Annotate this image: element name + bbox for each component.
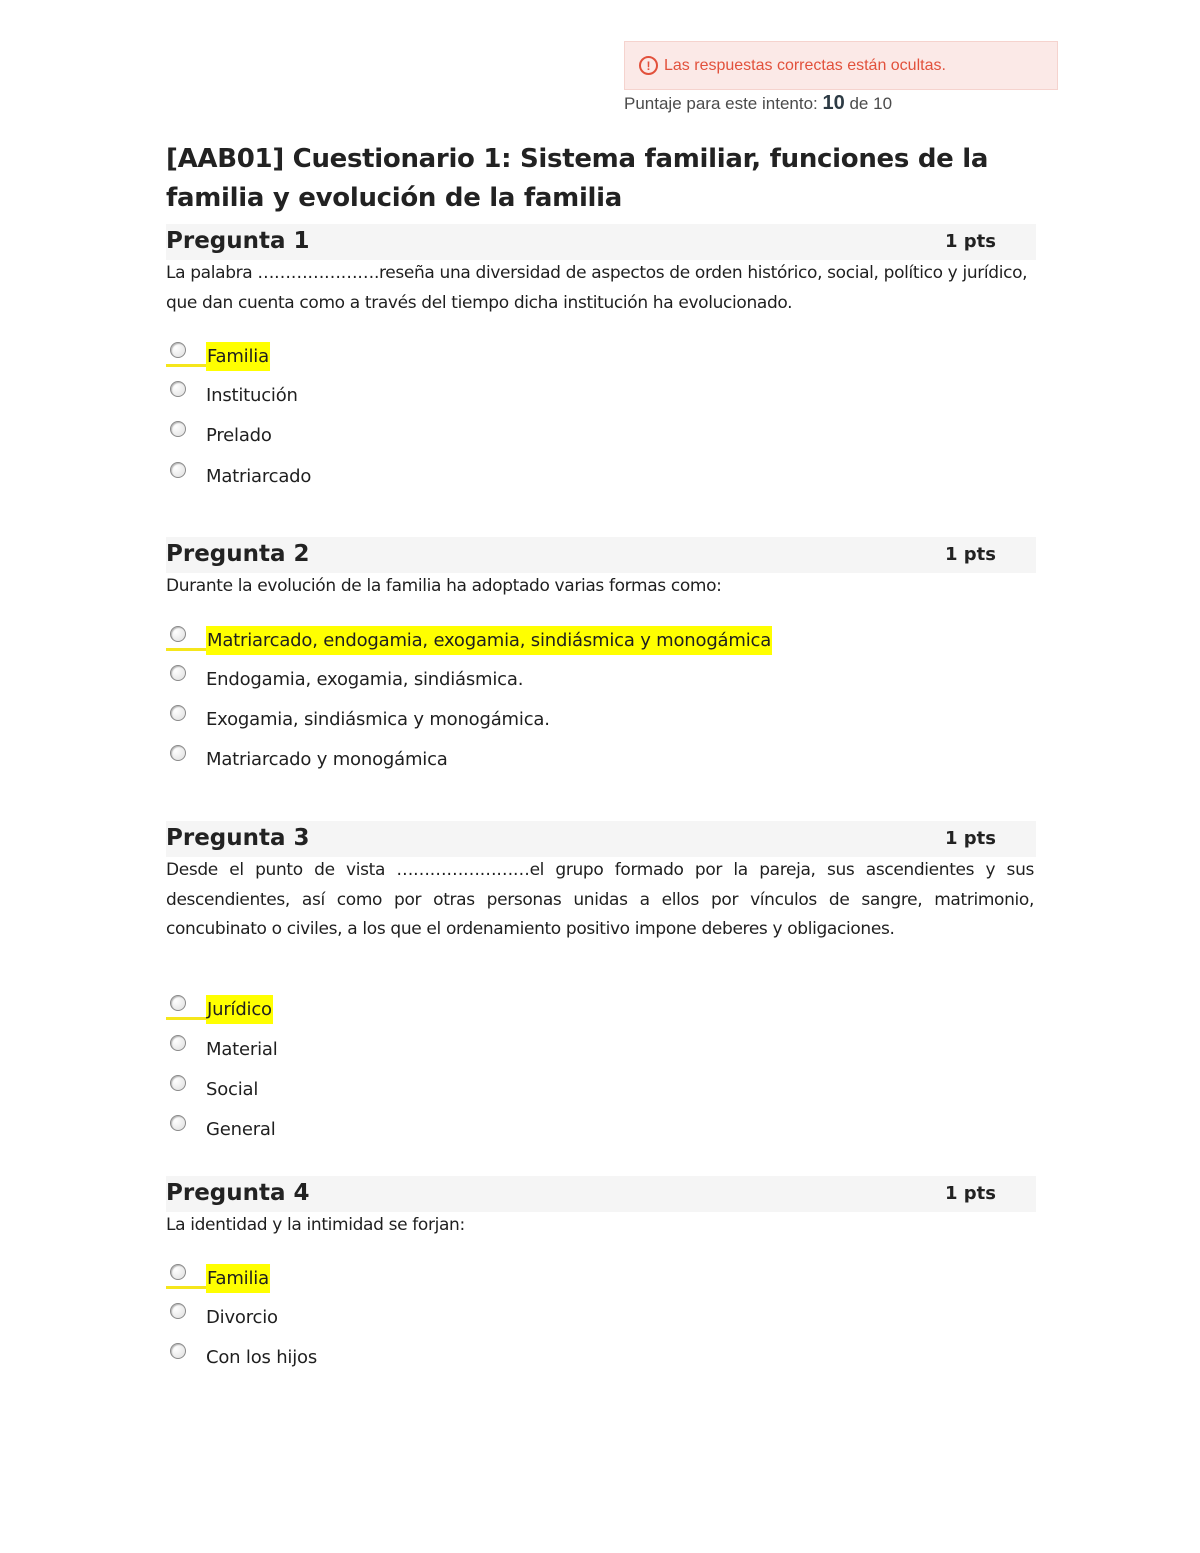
option-label: Divorcio	[206, 1307, 278, 1328]
question-header	[166, 224, 1036, 260]
radio-button[interactable]	[170, 1303, 186, 1319]
question-title: Pregunta 2	[166, 541, 310, 567]
hidden-answers-alert	[624, 41, 1058, 90]
attempt-score	[624, 92, 892, 115]
highlight-underline	[166, 364, 208, 367]
radio-button[interactable]	[170, 665, 186, 681]
highlight-underline	[166, 1286, 208, 1289]
quiz-title: [AAB01] Cuestionario 1: Sistema familiar, funciones de la familia y evolución de la familia	[166, 144, 989, 213]
option-label: Familia	[206, 342, 270, 371]
score-value: 10	[822, 92, 845, 114]
radio-button[interactable]	[170, 381, 186, 397]
question-points: 1 pts	[945, 828, 996, 849]
radio-button[interactable]	[170, 1075, 186, 1091]
question-header	[166, 1176, 1036, 1212]
radio-button[interactable]	[170, 342, 186, 358]
question-points: 1 pts	[945, 544, 996, 565]
radio-button[interactable]	[170, 745, 186, 761]
radio-button[interactable]	[170, 1035, 186, 1051]
option-label: Con los hijos	[206, 1347, 318, 1368]
option-label: Matriarcado y monogámica	[206, 749, 448, 770]
option-label: Matriarcado	[206, 466, 312, 487]
score-label: Puntaje para este intento:	[624, 94, 818, 113]
question-text: La palabra ………………….reseña una diversidad de aspectos de orden histórico, social, político y jurídico, que dan cuenta como a través del tiempo dicha institución ha evolucionado.	[166, 263, 1028, 313]
question-header	[166, 821, 1036, 857]
exclamation-circle-icon: !	[639, 56, 658, 75]
highlight-underline	[166, 1017, 208, 1020]
option-label: Material	[206, 1039, 278, 1060]
alert-text: Las respuestas correctas están ocultas.	[664, 56, 946, 74]
radio-button[interactable]	[170, 421, 186, 437]
radio-button[interactable]	[170, 1264, 186, 1280]
question-text: La identidad y la intimidad se forjan:	[166, 1215, 465, 1235]
score-total: 10	[873, 94, 893, 113]
radio-button[interactable]	[170, 626, 186, 642]
option-label: Endogamia, exogamia, sindiásmica.	[206, 669, 524, 690]
radio-button[interactable]	[170, 995, 186, 1011]
option-label: Matriarcado, endogamia, exogamia, sindiásmica y monogámica	[206, 626, 772, 655]
question-title: Pregunta 4	[166, 1180, 310, 1206]
score-separator: de	[849, 94, 869, 113]
question-text: Desde el punto de vista ……………………el grupo formado por la pareja, sus ascendientes y sus descendientes, así como por otras personas unidas a ellos por vínculos de sangre, matrimonio, concubinato o civiles, a los que el ordenamiento positivo impone deberes y obligaciones.	[166, 860, 1034, 939]
radio-button[interactable]	[170, 462, 186, 478]
question-title: Pregunta 3	[166, 825, 310, 851]
option-label: Jurídico	[206, 995, 273, 1024]
radio-button[interactable]	[170, 1343, 186, 1359]
option-label: Prelado	[206, 425, 272, 446]
option-label: General	[206, 1119, 276, 1140]
option-label: Familia	[206, 1264, 270, 1293]
question-points: 1 pts	[945, 1183, 996, 1204]
question-text: Durante la evolución de la familia ha adoptado varias formas como:	[166, 576, 722, 596]
question-points: 1 pts	[945, 231, 996, 252]
option-label: Exogamia, sindiásmica y monogámica.	[206, 709, 550, 730]
highlight-underline	[166, 648, 208, 651]
question-title: Pregunta 1	[166, 228, 310, 254]
option-label: Social	[206, 1079, 259, 1100]
radio-button[interactable]	[170, 1115, 186, 1131]
radio-button[interactable]	[170, 705, 186, 721]
question-header	[166, 537, 1036, 573]
option-label: Institución	[206, 385, 298, 406]
